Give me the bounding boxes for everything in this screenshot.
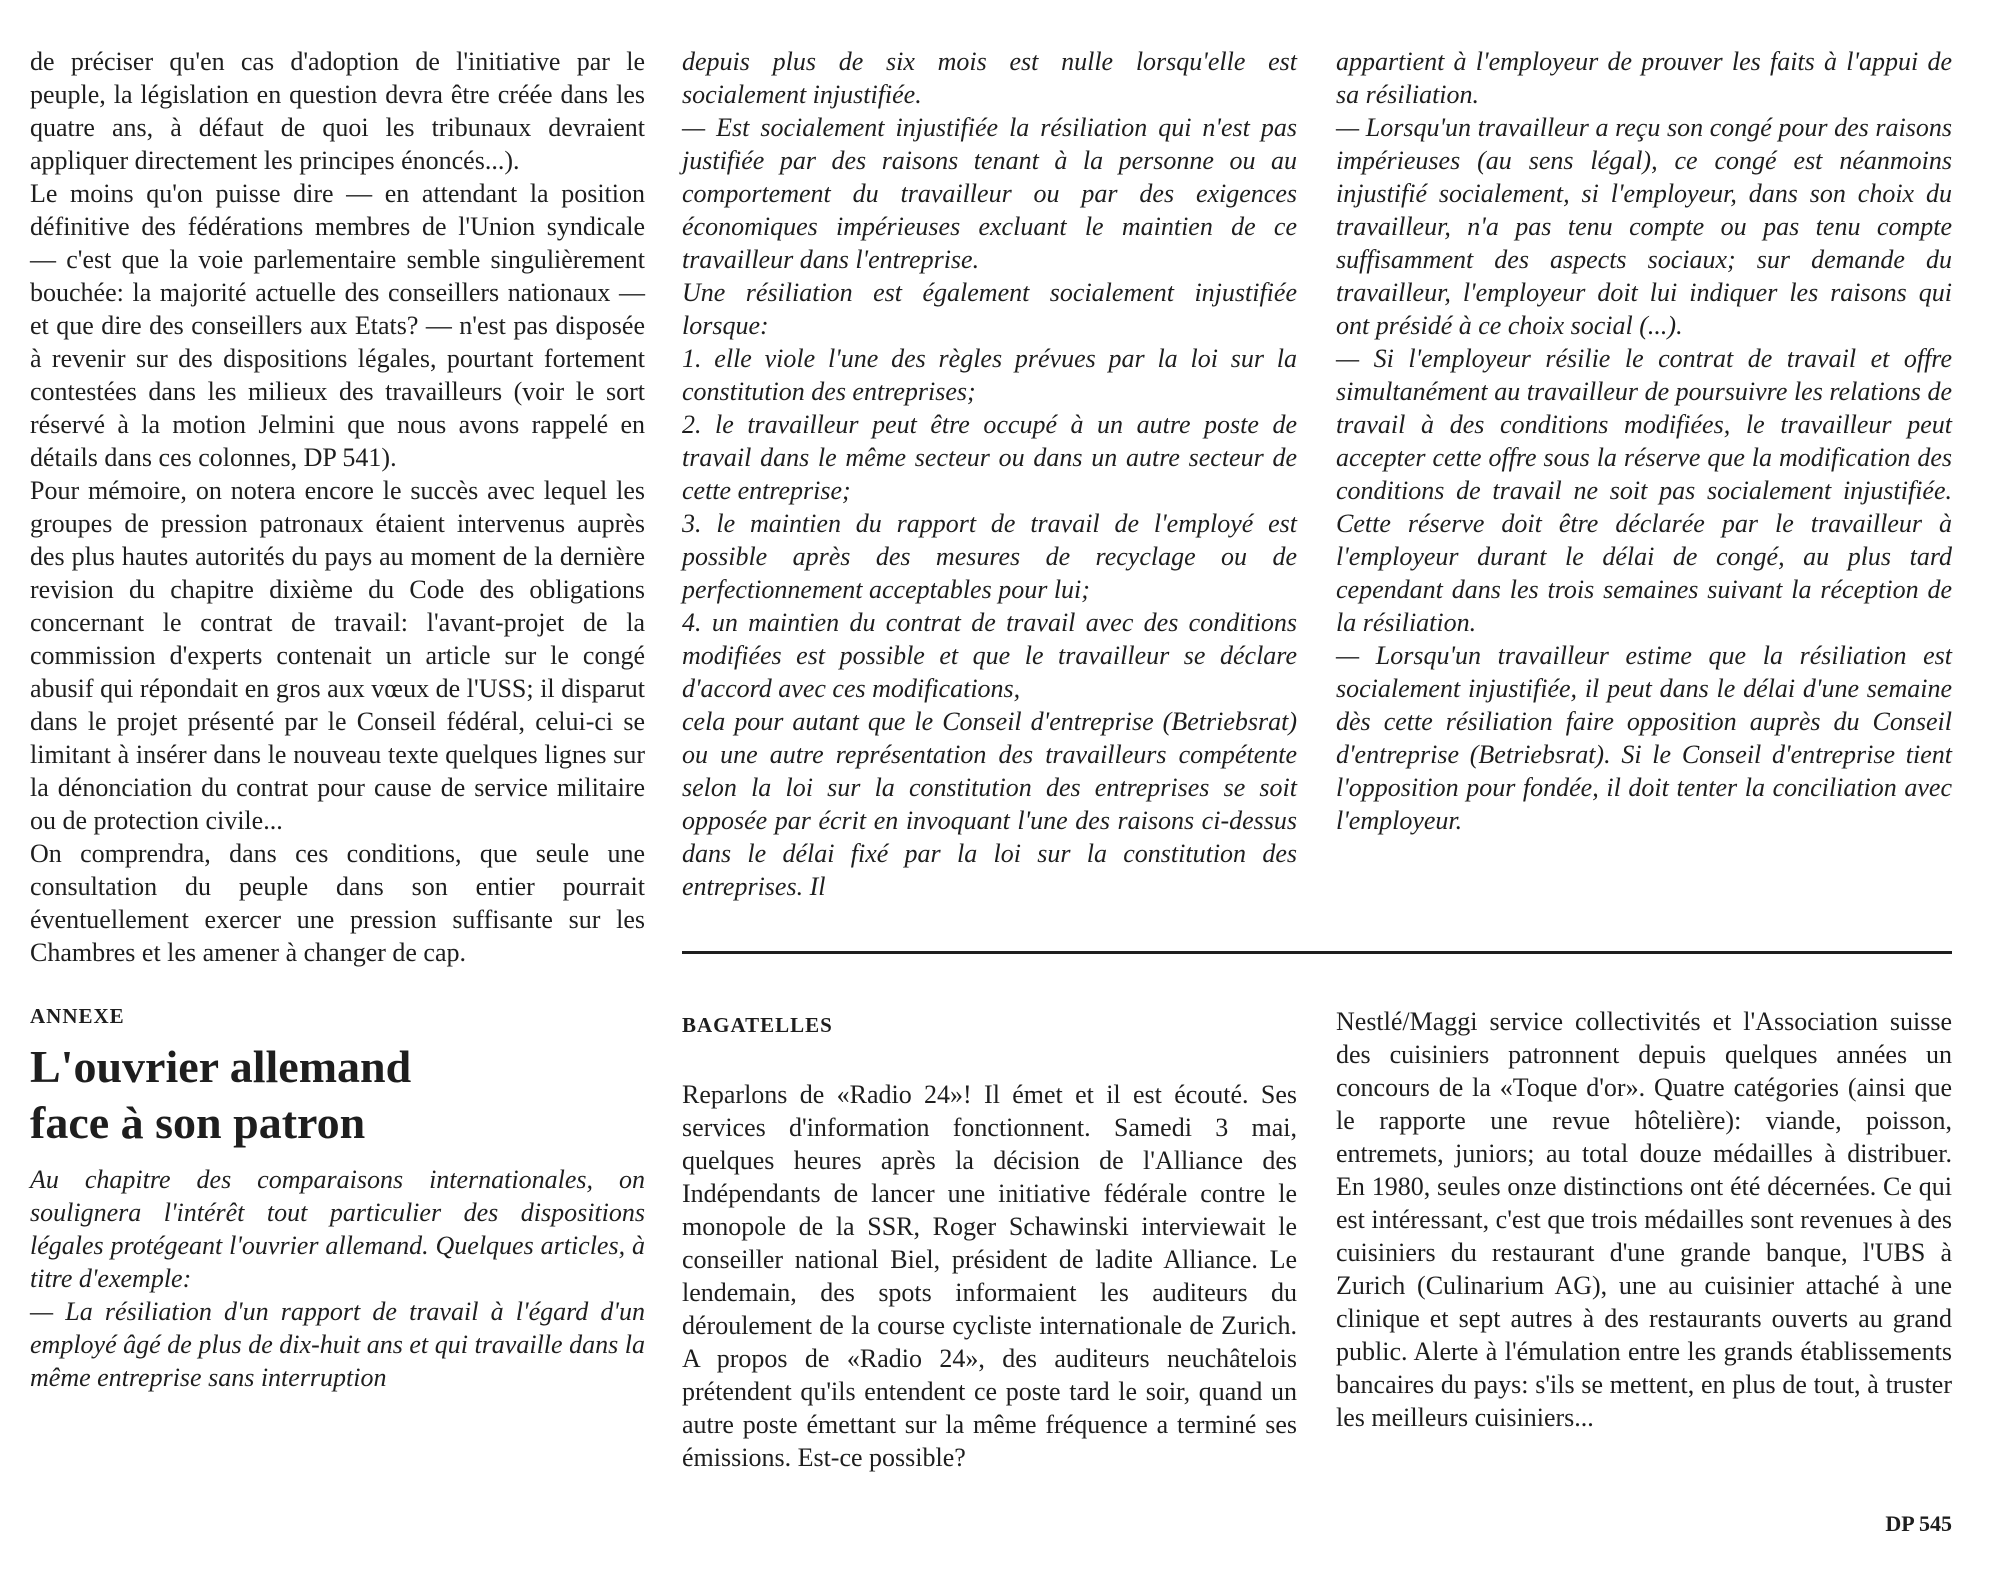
- column-2-list-item: 3. le maintien du rapport de travail de l'employé est possible après des mesures de recyclage ou de perfectionnement acceptables pour lui;: [682, 509, 1297, 604]
- annexe-paragraph: — La résiliation d'un rapport de travail à l'égard d'un employé âgé de plus de dix-huit ans et qui travaille dans la même entreprise sans interruption: [30, 1297, 645, 1392]
- column-3-paragraph: — Si l'employeur résilie le contrat de travail et offre simultanément au travailleur de poursuivre les relations de travail à des conditions modifiées, le travailleur peut accepter cette offre sous la réserve que la modification des conditions de travail ne soit pas socialement injustifiée. Cette réserve doit être déclarée par le travailleur à l'employeur durant le délai de congé, au plus tard cependant dans les trois semaines suivant la réception de la résiliation.: [1336, 344, 1952, 637]
- column-2: [682, 45, 1297, 903]
- bagatelles-paragraph-1: Reparlons de «Radio 24»! Il émet et il est écouté. Ses services d'information fonctionnent. Samedi 3 mai, quelques heures après la décision de l'Alliance des Indépendants de lancer une initiative fédérale contre le monopole de la SSR, Roger Schawinski interviewait le conseiller national Biel, président de ladite Alliance. Le lendemain, des spots informaient les auditeurs du déroulement de la course cycliste internationale de Zurich. A propos de «Radio 24», des auditeurs neuchâtelois prétendent qu'ils entendent ce poste tard le soir, quand un autre poste émettant sur la même fréquence a terminé ses émissions. Est-ce possible?: [682, 1080, 1297, 1472]
- bagatelles-paragraph-2: Nestlé/Maggi service collectivités et l'Association suisse des cuisiniers patronnent depuis quelques années un concours de la «Toque d'or». Quatre catégories (ainsi que le rapporte une revue hôtelière): viande, poisson, entremets, juniors; au total douze médailles à distribuer. En 1980, seules onze distinctions ont été décernées. Ce qui est intéressant, c'est que trois médailles sont revenues à des cuisiniers du restaurant d'une grande banque, l'UBS à Zurich (Culinarium AG), une au cuisinier attaché à une clinique et sept autres à des restaurants ouverts au grand public. Alerte à l'émulation entre les grands établissements bancaires du pays: s'ils se mettent, en plus de tout, à truster les meilleurs cuisiniers...: [1336, 1007, 1952, 1432]
- column-2-paragraph: Une résiliation est également socialement injustifiée lorsque:: [682, 278, 1297, 340]
- column-3-paragraph: appartient à l'employeur de prouver les faits à l'appui de sa résiliation.: [1336, 47, 1952, 109]
- bagatelles-section-label: BAGATELLES: [682, 1013, 833, 1037]
- annexe-headline-line-1: L'ouvrier allemand: [30, 1041, 412, 1092]
- column-2-list-item: 4. un maintien du contrat de travail avec des conditions modifiées est possible et que le travailleur se déclare d'accord avec ces modifications,: [682, 608, 1297, 703]
- column-1-paragraph: Pour mémoire, on notera encore le succès avec lequel les groupes de pression patronaux étaient intervenus auprès des plus hautes autorités du pays au moment de la dernière revision du chapitre dixième du Code des obligations concernant le contrat de travail: l'avant-projet de la commission d'experts contenait un article sur le congé abusif qui répondait en gros aux vœux de l'USS; il disparut dans le projet présenté par le Conseil fédéral, celui-ci se limitant à insérer dans le nouveau texte quelques lignes sur la dénonciation du contrat pour cause de service militaire ou de protection civile...: [30, 476, 645, 835]
- column-1-paragraph: Le moins qu'on puisse dire — en attendant la position définitive des fédérations membres de l'Union syndicale — c'est que la voie parlementaire semble singulièrement bouchée: la majorité actuelle des conseillers nationaux — et que dire des conseillers aux Etats? — n'est pas disposée à revenir sur des dispositions légales, pourtant fortement contestées dans les milieux des travailleurs (voir le sort réservé à la motion Jelmini que nous avons rappelé en détails dans ces colonnes, DP 541).: [30, 179, 645, 472]
- bagatelles-column-2: [1336, 1005, 1952, 1434]
- bagatelles-column-1: [682, 1078, 1297, 1474]
- column-2-list-item: 2. le travailleur peut être occupé à un autre poste de travail dans le même secteur ou dans un autre secteur de cette entreprise;: [682, 410, 1297, 505]
- column-3: [1336, 45, 1952, 837]
- column-3-paragraph: — Lorsqu'un travailleur estime que la résiliation est socialement injustifiée, il peut dans le délai d'une semaine dès cette résiliation faire opposition auprès du Conseil d'entreprise (Betriebsrat). Si le Conseil d'entreprise tient l'opposition pour fondée, il doit tenter la conciliation avec l'employeur.: [1336, 641, 1952, 835]
- section-divider: [682, 951, 1952, 954]
- column-2-paragraph: cela pour autant que le Conseil d'entreprise (Betriebsrat) ou une autre représentation des travailleurs compétente selon la loi sur la constitution des entreprises se soit opposée par écrit en invoquant l'une des raisons ci-dessus dans le délai fixé par la loi sur la constitution des entreprises. Il: [682, 707, 1297, 901]
- column-3-paragraph: — Lorsqu'un travailleur a reçu son congé pour des raisons impérieuses (au sens légal), ce congé est néanmoins injustifié socialement, si l'employeur, dans son choix du travailleur, n'a pas tenu compte ou pas tenu compte suffisamment des aspects sociaux; sur demande du travailleur, l'employeur doit lui indiquer les raisons qui ont présidé à ce choix social (...).: [1336, 113, 1952, 340]
- annexe-headline-line-2: face à son patron: [30, 1097, 366, 1148]
- column-1: [30, 45, 645, 1394]
- column-2-list-item: 1. elle viole l'une des règles prévues par la loi sur la constitution des entreprises;: [682, 344, 1297, 406]
- column-2-paragraph: — Est socialement injustifiée la résiliation qui n'est pas justifiée par des raisons tenant à la personne ou au comportement du travailleur ou par des exigences économiques impérieuses excluant le maintien de ce travailleur dans l'entreprise.: [682, 113, 1297, 274]
- issue-number: DP 545: [1885, 1511, 1952, 1536]
- column-1-paragraph: On comprendra, dans ces conditions, que seule une consultation du peuple dans son entier pourrait éventuellement exercer une pression suffisante sur les Chambres et les amener à changer de cap.: [30, 839, 645, 967]
- column-2-paragraph: depuis plus de six mois est nulle lorsqu'elle est socialement injustifiée.: [682, 47, 1297, 109]
- annexe-headline: [30, 1039, 645, 1151]
- column-1-paragraph: de préciser qu'en cas d'adoption de l'initiative par le peuple, la législation en question devra être créée dans les quatre ans, à défaut de quoi les tribunaux devraient appliquer directement les principes énoncés...).: [30, 47, 645, 175]
- annexe-intro: Au chapitre des comparaisons internationales, on soulignera l'intérêt tout particulier des dispositions légales protégeant l'ouvrier allemand. Quelques articles, à titre d'exemple:: [30, 1165, 645, 1293]
- annexe-section-label: ANNEXE: [30, 1004, 125, 1028]
